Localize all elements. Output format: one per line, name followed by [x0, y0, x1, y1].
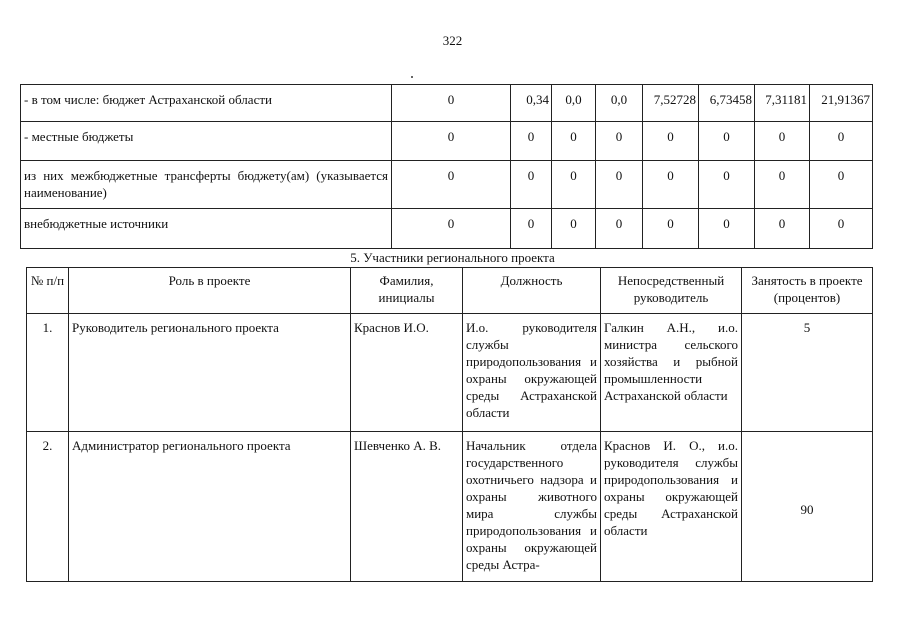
header-name: Фамилия, инициалы: [351, 268, 463, 314]
budget-cell: 0: [755, 122, 810, 161]
budget-table: [20, 84, 873, 249]
budget-row: [21, 85, 873, 122]
participant-position: Начальник отдела государственного охотничьего надзора и охраны животного мира службы природопользования и охраны окружающей среды Астра-: [463, 432, 601, 582]
budget-row-label: - местные бюджеты: [21, 122, 392, 161]
budget-cell: 0: [755, 161, 810, 209]
budget-cell: 6,73458: [699, 85, 755, 122]
budget-cell: 0: [810, 209, 873, 249]
employment-value: 90: [800, 501, 814, 517]
budget-cell: 0: [552, 209, 596, 249]
budget-row: [21, 161, 873, 209]
budget-row: [21, 122, 873, 161]
page-number: 322: [442, 33, 463, 48]
budget-row: [21, 209, 873, 249]
budget-cell: 0: [392, 122, 511, 161]
budget-row-label: - в том числе: бюджет Астраханской области: [21, 85, 392, 122]
budget-cell: 0: [643, 161, 699, 209]
budget-cell: 0: [699, 161, 755, 209]
participant-name: Краснов И.О.: [351, 314, 463, 432]
participant-row: [27, 314, 873, 432]
budget-cell: 0,34: [511, 85, 552, 122]
participant-role: Администратор регионального проекта: [69, 432, 351, 582]
budget-cell: 0: [643, 122, 699, 161]
budget-cell: 0: [552, 122, 596, 161]
budget-cell: 0: [596, 122, 643, 161]
budget-row-label: из них межбюджетные трансферты бюджету(ам) (указывается наименование): [21, 161, 392, 209]
header-position: Должность: [463, 268, 601, 314]
participant-name: Шевченко А. В.: [351, 432, 463, 582]
budget-cell: 0: [552, 161, 596, 209]
budget-cell: 0,0: [596, 85, 643, 122]
section-title: 5. Участники регионального проекта: [350, 250, 555, 265]
participant-employment: [742, 432, 873, 582]
header-employment: Занятость в проекте (процентов): [742, 268, 873, 314]
participant-employment: 5: [742, 314, 873, 432]
budget-cell: 0: [810, 122, 873, 161]
budget-cell: 0: [511, 209, 552, 249]
budget-cell: 7,52728: [643, 85, 699, 122]
budget-cell: 0: [596, 209, 643, 249]
budget-cell: 0: [699, 122, 755, 161]
budget-row-label: внебюджетные источники: [21, 209, 392, 249]
budget-cell: 0,0: [552, 85, 596, 122]
scan-dot: [411, 76, 413, 78]
participants-header-row: [27, 268, 873, 314]
budget-cell: 0: [392, 161, 511, 209]
header-num: № п/п: [27, 268, 69, 314]
budget-cell: 0: [392, 209, 511, 249]
budget-cell: 0: [392, 85, 511, 122]
participant-position: И.о. руководителя службы природопользования и охраны окружающей среды Астраханской области: [463, 314, 601, 432]
budget-cell: 0: [643, 209, 699, 249]
header-supervisor: Непосредственный руководитель: [601, 268, 742, 314]
participant-role: Руководитель регионального проекта: [69, 314, 351, 432]
participant-num: 2.: [27, 432, 69, 582]
budget-cell: 21,91367: [810, 85, 873, 122]
participant-num: 1.: [27, 314, 69, 432]
budget-cell: 0: [511, 122, 552, 161]
participant-row: [27, 432, 873, 582]
participant-supervisor: Галкин А.Н., и.о. министра сельского хозяйства и рыбной промышленности Астраханской области: [601, 314, 742, 432]
budget-cell: 0: [511, 161, 552, 209]
budget-cell: 0: [755, 209, 810, 249]
participants-table: [26, 267, 873, 582]
budget-cell: 0: [810, 161, 873, 209]
participant-supervisor: Краснов И. О., и.о. руководителя службы природопользования и охраны окружающей среды Астраханской области: [601, 432, 742, 582]
budget-cell: 0: [699, 209, 755, 249]
header-role: Роль в проекте: [69, 268, 351, 314]
budget-cell: 7,31181: [755, 85, 810, 122]
budget-cell: 0: [596, 161, 643, 209]
